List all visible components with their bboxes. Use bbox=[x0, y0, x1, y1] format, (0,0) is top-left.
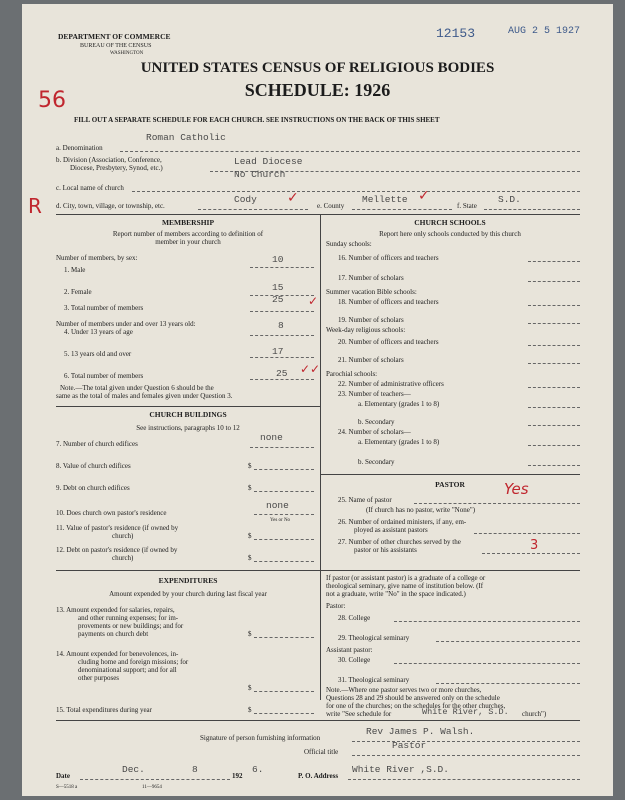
county-label: e. County bbox=[317, 202, 345, 210]
summer-label: Summer vacation Bible schools: bbox=[326, 288, 417, 296]
section-divider-line bbox=[56, 570, 580, 571]
q15-label: 15. Total expenditures during year bbox=[56, 706, 152, 714]
membership-note: Note.—The total given under Question 6 should be the bbox=[60, 384, 214, 392]
q24-label: 24. Number of scholars— bbox=[338, 428, 411, 436]
signature-value: Rev James P. Walsh. bbox=[366, 726, 475, 737]
po-address-value: White River ,S.D. bbox=[352, 764, 449, 775]
q17-line bbox=[528, 281, 580, 282]
sunday-label: Sunday schools: bbox=[326, 240, 372, 248]
q21-label: 21. Number of scholars bbox=[338, 356, 404, 364]
form-code: 11—9654 bbox=[142, 785, 162, 790]
q13-dollar: $ bbox=[248, 630, 252, 638]
grid-top-line bbox=[56, 214, 580, 215]
q4-value: 8 bbox=[278, 320, 284, 331]
pastor-note: Note.—Where one pastor serves two or more churches, bbox=[326, 686, 482, 694]
q14-line-1: 14. Amount expended for benevolences, in- bbox=[56, 650, 179, 658]
q11-dollar: $ bbox=[248, 532, 252, 540]
q30-line bbox=[394, 663, 580, 664]
q9-dollar: $ bbox=[248, 484, 252, 492]
age-intro: Number of members under and over 13 years old: bbox=[56, 320, 196, 328]
buildings-heading: CHURCH BUILDINGS bbox=[149, 410, 227, 419]
city-line bbox=[198, 209, 308, 210]
q11-line bbox=[254, 539, 314, 540]
checkmark-icon-3: ✓ bbox=[308, 294, 319, 308]
handwritten-R: R bbox=[28, 194, 42, 218]
q7-label: 7. Number of church edifices bbox=[56, 440, 138, 448]
weekday-label: Week-day religious schools: bbox=[326, 326, 406, 334]
instructions-banner: FILL OUT A SEPARATE SCHEDULE FOR EACH CHURCH. SEE INSTRUCTIONS ON THE BACK OF THIS SHEET bbox=[74, 116, 440, 124]
q26-line bbox=[474, 533, 580, 534]
q10-label: 10. Does church own pastor's residence bbox=[56, 509, 167, 517]
q5-label: 5. 13 years old and over bbox=[64, 350, 132, 358]
membership-note-2: same as the total of males and females given under Question 3. bbox=[56, 392, 233, 400]
q7-line bbox=[250, 447, 314, 448]
q24b-line bbox=[528, 465, 580, 466]
checkmark-icon-2: ✓ bbox=[418, 188, 430, 204]
official-title-label: Official title bbox=[304, 748, 339, 756]
church-name-label: c. Local name of church bbox=[56, 184, 124, 192]
q14-line-4: other purposes bbox=[78, 674, 120, 682]
q8-line bbox=[254, 469, 314, 470]
q2-label: 2. Female bbox=[64, 288, 92, 296]
division-label-2: Diocese, Presbytery, Synod, etc.) bbox=[70, 164, 163, 172]
see-schedule-value: White River, S.D. bbox=[422, 707, 509, 717]
q23a-line bbox=[528, 407, 580, 408]
schools-sub: Report here only schools conducted by this church bbox=[379, 230, 521, 238]
city-label: d. City, town, village, or township, etc. bbox=[56, 202, 165, 210]
pastor-sublabel: Pastor: bbox=[326, 602, 346, 610]
division-label: b. Division (Association, Conference, bbox=[56, 156, 162, 164]
q14-line-2: cluding home and foreign missions; for bbox=[78, 658, 189, 666]
county-line bbox=[352, 209, 452, 210]
q24b-label: b. Secondary bbox=[358, 458, 395, 466]
membership-intro: Report number of members according to definition of bbox=[112, 230, 264, 238]
expenditures-sub: Amount expended by your church during last fiscal year bbox=[109, 590, 267, 598]
q7-value: none bbox=[260, 432, 283, 443]
county-value: Mellette bbox=[362, 194, 408, 205]
q22-label: 22. Number of administrative officers bbox=[338, 380, 444, 388]
q6-line bbox=[250, 379, 314, 380]
q28-line bbox=[394, 621, 580, 622]
city-value: Cody bbox=[234, 194, 257, 205]
q13-line-2: and other running expenses; for im- bbox=[78, 614, 179, 622]
q31-line bbox=[436, 683, 580, 684]
q31-label: 31. Theological seminary bbox=[338, 676, 410, 684]
q27-line bbox=[482, 553, 580, 554]
q28-label: 28. College bbox=[338, 614, 371, 622]
q22-line bbox=[528, 387, 580, 388]
q23b-line bbox=[528, 425, 580, 426]
q14-line-3: denominational support; and for all bbox=[78, 666, 177, 674]
division-value: Lead Diocese bbox=[234, 156, 303, 167]
graduate-note-2: theological seminary, give name of institution below. (If bbox=[326, 582, 484, 590]
city-label: WASHINGTON bbox=[110, 51, 144, 56]
bureau-label: BUREAU OF THE CENSUS bbox=[80, 43, 152, 49]
q13-line bbox=[254, 637, 314, 638]
parochial-label: Parochial schools: bbox=[326, 370, 378, 378]
church-name-line bbox=[132, 191, 580, 192]
q27-handwritten: 3 bbox=[530, 538, 539, 553]
q20-line bbox=[528, 345, 580, 346]
q25-line bbox=[414, 503, 580, 504]
q26-label: 26. Number of ordained ministers, if any, em- bbox=[338, 518, 467, 526]
q9-line bbox=[254, 491, 314, 492]
date-month: Dec. bbox=[122, 764, 145, 775]
q1-line bbox=[250, 267, 314, 268]
q3-label: 3. Total number of members bbox=[64, 304, 144, 312]
q11-label-2: church) bbox=[112, 532, 134, 540]
denomination-line bbox=[120, 151, 580, 152]
q8-label: 8. Value of church edifices bbox=[56, 462, 131, 470]
pastor-note-4: write "See schedule for bbox=[326, 710, 392, 718]
date-year: 6. bbox=[252, 764, 264, 775]
q2-value: 15 bbox=[272, 282, 284, 293]
schools-heading: CHURCH SCHOOLS bbox=[414, 218, 486, 227]
q21-line bbox=[528, 363, 580, 364]
grid-bottom-line bbox=[56, 720, 580, 721]
checkmark-icon-4: ✓✓ bbox=[300, 362, 321, 376]
pastor-note-end: church") bbox=[522, 710, 547, 718]
q23a-label: a. Elementary (grades 1 to 8) bbox=[358, 400, 440, 408]
graduate-note: If pastor (or assistant pastor) is a graduate of a college or bbox=[326, 574, 486, 582]
q16-line bbox=[528, 261, 580, 262]
state-value: S.D. bbox=[498, 194, 521, 205]
q29-label: 29. Theological seminary bbox=[338, 634, 410, 642]
q13-line-1: 13. Amount expended for salaries, repairs, bbox=[56, 606, 175, 614]
q4-label: 4. Under 13 years of age bbox=[64, 328, 133, 336]
q1-label: 1. Male bbox=[64, 266, 86, 274]
q27-label-2: pastor or his assistants bbox=[354, 546, 417, 554]
q14-line bbox=[254, 691, 314, 692]
q10-value: none bbox=[266, 500, 289, 511]
q5-line bbox=[250, 357, 314, 358]
q9-label: 9. Debt on church edifices bbox=[56, 484, 130, 492]
q4-line bbox=[250, 335, 314, 336]
by-sex-label: Number of members, by sex: bbox=[56, 254, 138, 262]
serial-number: 12153 bbox=[436, 26, 476, 41]
q12-dollar: $ bbox=[248, 554, 252, 562]
q3-line bbox=[250, 311, 314, 312]
denomination-label: a. Denomination bbox=[56, 144, 103, 152]
q8-dollar: $ bbox=[248, 462, 252, 470]
q15-dollar: $ bbox=[248, 706, 252, 714]
q23b-label: b. Secondary bbox=[358, 418, 395, 426]
official-title-value: Pastor bbox=[392, 740, 427, 751]
schools-bottom-line bbox=[320, 474, 580, 475]
q18-line bbox=[528, 305, 580, 306]
official-title-line bbox=[352, 755, 580, 756]
q25-handwritten: Yes bbox=[504, 480, 529, 498]
date-label: Date bbox=[56, 772, 70, 780]
q14-dollar: $ bbox=[248, 684, 252, 692]
q18-label: 18. Number of officers and teachers bbox=[338, 298, 439, 306]
q3-value: 25 bbox=[272, 294, 284, 305]
q13-line-3: provements or new buildings; and for bbox=[78, 622, 184, 630]
q12-label-2: church) bbox=[112, 554, 134, 562]
q1-value: 10 bbox=[272, 254, 284, 265]
q17-label: 17. Number of scholars bbox=[338, 274, 404, 282]
buildings-sub: See instructions, paragraphs 10 to 12 bbox=[136, 424, 240, 432]
q30-label: 30. College bbox=[338, 656, 371, 664]
q10-line bbox=[254, 514, 314, 515]
q10-hint: Yes or No bbox=[270, 518, 291, 523]
state-line bbox=[484, 209, 580, 210]
checkmark-icon: ✓ bbox=[287, 190, 299, 206]
q13-line-4: payments on church debt bbox=[78, 630, 149, 638]
q6-value: 25 bbox=[276, 368, 288, 379]
state-label: f. State bbox=[457, 202, 477, 210]
signature-line bbox=[352, 741, 580, 742]
pastor-note-2: Questions 28 and 29 should be answered only on the schedule bbox=[326, 694, 500, 702]
q23-label: 23. Number of teachers— bbox=[338, 390, 411, 398]
q12-label: 12. Debt on pastor's residence (if owned by bbox=[56, 546, 178, 554]
q29-line bbox=[436, 641, 580, 642]
q15-line bbox=[254, 713, 314, 714]
signature-label: Signature of person furnishing information bbox=[200, 734, 321, 742]
q6-label: 6. Total number of members bbox=[64, 372, 144, 380]
q26-label-2: ployed as assistant pastors bbox=[354, 526, 428, 534]
date-line bbox=[80, 779, 230, 780]
po-address-label: P. O. Address bbox=[298, 772, 339, 780]
asst-sublabel: Assistant pastor: bbox=[326, 646, 373, 654]
date-year-prefix: 192 bbox=[232, 772, 243, 780]
handwritten-number: 56 bbox=[38, 88, 66, 113]
q16-label: 16. Number of officers and teachers bbox=[338, 254, 439, 262]
membership-intro-2: member in your church bbox=[155, 238, 221, 246]
pastor-note-3: for one of the churches; on the schedules for the other churches, bbox=[326, 702, 506, 710]
po-address-line bbox=[348, 779, 580, 780]
membership-bottom-line bbox=[56, 406, 320, 407]
received-stamp: AUG 2 5 1927 bbox=[508, 26, 581, 37]
grid-center-line bbox=[320, 214, 321, 700]
q12-line bbox=[254, 561, 314, 562]
q5-value: 17 bbox=[272, 346, 284, 357]
date-day: 8 bbox=[192, 764, 198, 775]
q24a-label: a. Elementary (grades 1 to 8) bbox=[358, 438, 440, 446]
pastor-heading: PASTOR bbox=[435, 480, 465, 489]
graduate-note-3: not a graduate, write "No" in the space indicated.) bbox=[326, 590, 466, 598]
q27-label: 27. Number of other churches served by the bbox=[338, 538, 461, 546]
denomination-value: Roman Catholic bbox=[146, 132, 226, 143]
q25-hint: (If church has no pastor, write "None") bbox=[366, 506, 476, 514]
form-number: S—5518 a bbox=[56, 785, 78, 790]
expenditures-heading: EXPENDITURES bbox=[158, 576, 218, 585]
q24a-line bbox=[528, 445, 580, 446]
q25-label: 25. Name of pastor bbox=[338, 496, 392, 504]
q20-label: 20. Number of officers and teachers bbox=[338, 338, 439, 346]
membership-heading: MEMBERSHIP bbox=[161, 218, 215, 227]
q19-label: 19. Number of scholars bbox=[338, 316, 404, 324]
form-subtitle: SCHEDULE: 1926 bbox=[244, 80, 391, 100]
q11-label: 11. Value of pastor's residence (if owned by bbox=[56, 524, 179, 532]
form-title: UNITED STATES CENSUS OF RELIGIOUS BODIES bbox=[140, 60, 495, 76]
q19-line bbox=[528, 323, 580, 324]
census-schedule-sheet bbox=[22, 4, 613, 796]
department-label: DEPARTMENT OF COMMERCE bbox=[58, 32, 171, 41]
church-name-value: No Church bbox=[234, 169, 286, 180]
